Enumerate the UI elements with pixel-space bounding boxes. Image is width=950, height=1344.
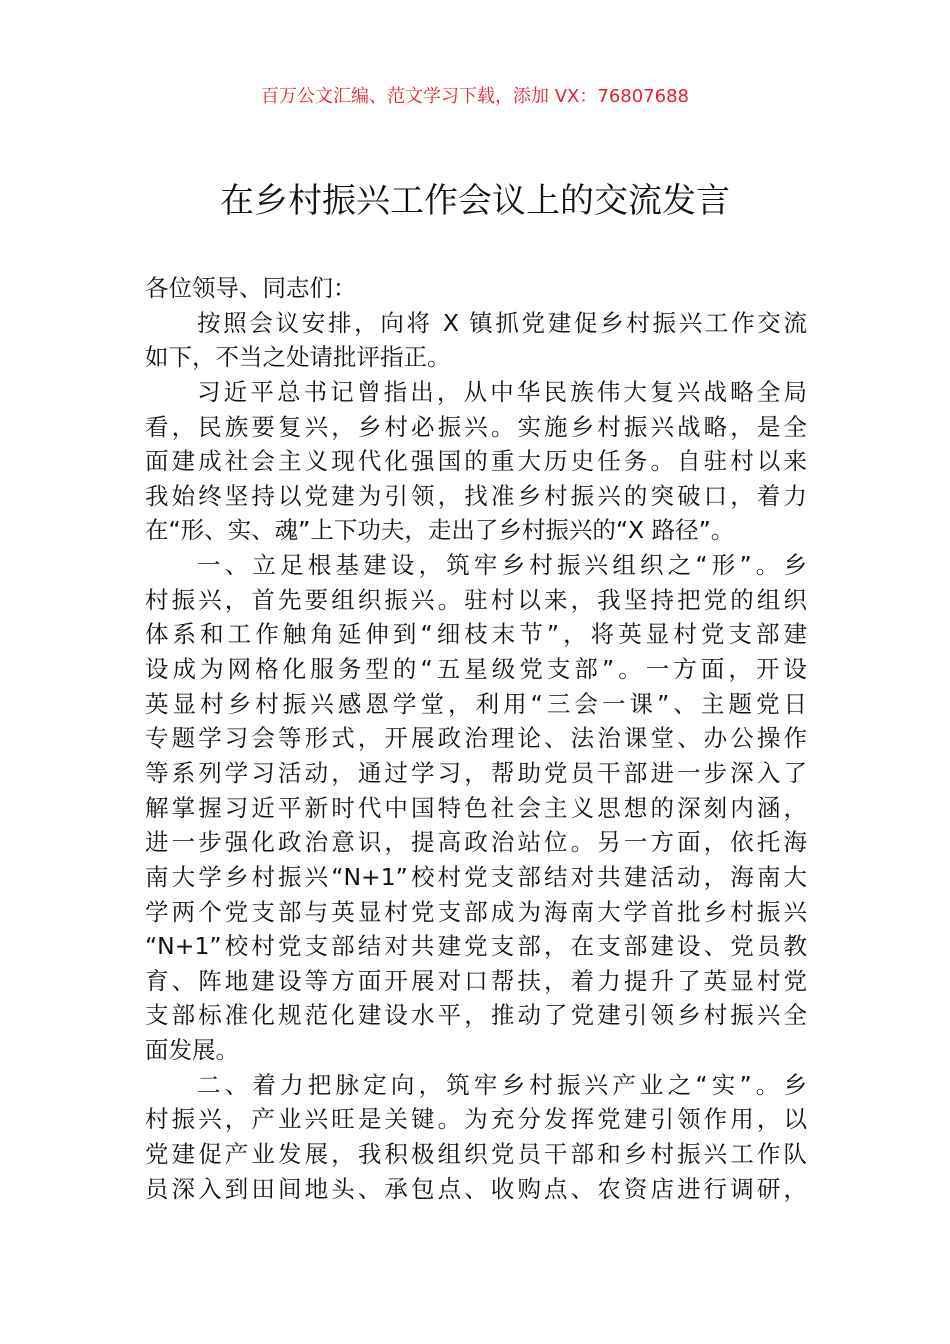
- paragraph-line: 员深入到田间地头、承包点、收购点、农资店进行调研，: [145, 1174, 807, 1203]
- paragraph-line: 英显村乡村振兴感恩学堂，利用“三会一课”、主题党日: [145, 689, 807, 718]
- paragraph-line: 育、阵地建设等方面开展对口帮扶，着力提升了英显村党: [145, 966, 807, 995]
- paragraph-line: 村振兴，产业兴旺是关键。为充分发挥党建引领作用，以: [145, 1105, 807, 1134]
- paragraph-line: 一、立足根基建设，筑牢乡村振兴组织之“形”。乡: [197, 551, 807, 580]
- salutation: 各位领导、同志们：: [145, 274, 357, 302]
- paragraph-line: 专题学习会等形式，开展政治理论、法治课堂、办公操作: [145, 724, 807, 753]
- paragraph-line: 看，民族要复兴，乡村必振兴。实施乡村振兴战略，是全: [145, 412, 807, 441]
- paragraph-line: 二、着力把脉定向，筑牢乡村振兴产业之“实”。乡: [197, 1070, 807, 1099]
- paragraph-line: 按照会议安排，向将 X 镇抓党建促乡村振兴工作交流: [197, 308, 807, 337]
- paragraph-line: 党建促产业发展，我积极组织党员干部和乡村振兴工作队: [145, 1140, 807, 1169]
- paragraph-line: 如下，不当之处请批评指正。: [145, 343, 451, 372]
- paragraph-line: 在“形、实、魂”上下功夫，走出了乡村振兴的“X 路径”。: [145, 516, 735, 545]
- paragraph-line: 等系列学习活动，通过学习，帮助党员干部进一步深入了: [145, 758, 807, 787]
- paragraph-line: 南大学乡村振兴“N+1”校村党支部结对共建活动，海南大: [145, 862, 807, 891]
- paragraph-line: 支部标准化规范化建设水平，推动了党建引领乡村振兴全: [145, 1001, 807, 1030]
- paragraph-line: 解掌握习近平新时代中国特色社会主义思想的深刻内涵，: [145, 793, 807, 822]
- document-title: 在乡村振兴工作会议上的交流发言: [220, 181, 730, 221]
- document-body: [145, 271, 807, 1206]
- watermark-banner: 百万公文汇编、范文学习下载，添加 VX：76807688: [261, 86, 689, 107]
- paragraph-line: 面发展。: [145, 1036, 239, 1065]
- paragraph-line: 习近平总书记曾指出，从中华民族伟大复兴战略全局: [197, 377, 807, 406]
- paragraph-line: 进一步强化政治意识，提高政治站位。另一方面，依托海: [145, 828, 807, 857]
- paragraph-line: “N+1”校村党支部结对共建党支部，在支部建设、党员教: [145, 932, 807, 961]
- paragraph-line: 我始终坚持以党建为引领，找准乡村振兴的突破口，着力: [145, 481, 807, 510]
- paragraph-line: 学两个党支部与英显村党支部成为海南大学首批乡村振兴: [145, 897, 807, 926]
- paragraph-line: 设成为网格化服务型的“五星级党支部”。一方面，开设: [145, 655, 807, 684]
- paragraph-line: 村振兴，首先要组织振兴。驻村以来，我坚持把党的组织: [145, 585, 807, 614]
- paragraph-line: 面建成社会主义现代化强国的重大历史任务。自驻村以来: [145, 447, 807, 476]
- paragraph-line: 体系和工作触角延伸到“细枝末节”，将英显村党支部建: [145, 620, 807, 649]
